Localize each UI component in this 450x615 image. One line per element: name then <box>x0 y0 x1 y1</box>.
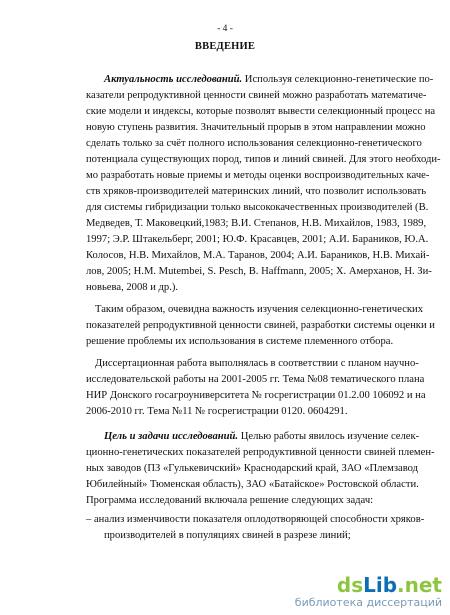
paragraph-line: потенциала существующих пород, типов и линий свиней. Для этого необходи- <box>86 154 441 165</box>
paragraph-line: решение проблемы их использования в системе племенного отбора. <box>86 336 394 347</box>
paragraph-line: казатели репродуктивной ценности свиней можно разработать математиче- <box>86 90 427 101</box>
paragraph-line: Колосов, Н.В. Михайлов, М.А. Таранов, 2004; А.И. Бараников, Н.В. Михай- <box>86 250 430 261</box>
page-number: - 4 - <box>217 24 233 34</box>
paragraph-line: НИР Донского госагроуниверситета № госрегистрации 01.2.00 106092 и на <box>86 390 426 401</box>
paragraph-line: 1997; Э.Р. Штакельберг, 2001; Ю.Ф. Красавцев, 2001; А.И. Бараников, Ю.А. <box>86 234 429 245</box>
paragraph-line: Программа исследований включала решение следующих задач: <box>86 495 374 506</box>
paragraph-line: новьева, 2008 и др.). <box>86 282 179 293</box>
paragraph-line: Медведев, Т. Маковецкий,1983; В.И. Степанов, Н.В. Михайлов, 1983, 1989, <box>86 218 427 229</box>
paragraph-line: новую ступень развития. Значительный прорыв в этом направлении можно <box>86 122 426 133</box>
paragraph-line: ных заводов (ПЗ «Гулькевичский» Краснодарский край, ЗАО «Племзавод <box>86 463 419 474</box>
paragraph-line: ционно-генетических показателей репродуктивной ценности свиней племен- <box>86 447 435 458</box>
paragraph-line: ств хряков-производителей материнских линий, что позволит использовать <box>86 186 427 197</box>
paragraph-line: Цель и задачи исследований. Целью работы явилось изучение селек- <box>104 431 420 442</box>
watermark-subtitle: библиотека диссертаций <box>294 596 442 609</box>
list-item-continuation: производителей в популяциях свиней в разрезе линий; <box>104 530 351 541</box>
paragraph-line: мо разработать новые приемы и методы оценки воспроизводительных каче- <box>86 170 430 181</box>
section-heading: ВВЕДЕНИЕ <box>194 41 256 52</box>
list-item: – анализ изменчивости показателя оплодотворяющей способности хряков- <box>86 514 425 525</box>
watermark-logo: dsLib.net <box>336 573 442 597</box>
paragraph-lead: Актуальность исследований. <box>104 74 243 85</box>
paragraph-line: 2006-2010 гг. Тема №11 № госрегистрации 0120. 0604291. <box>86 406 348 417</box>
paragraph-line: для системы гибридизации только высококачественных производителей (В. <box>86 202 429 213</box>
paragraph-line: Таким образом, очевидна важность изучения селекционно-генетических <box>95 304 424 315</box>
paragraph-line: лов, 2005; Н.М. Mutembei, S. Pesch, B. Haffmann, 2005; Х. Амерханов, Н. Зи- <box>86 266 432 277</box>
paragraph-line: исследовательской работы на 2001-2005 гг. Тема №08 тематического плана <box>86 374 425 385</box>
paragraph-line: Актуальность исследований. Используя селекционно-генетические по- <box>104 74 434 85</box>
paragraph-line: Диссертационная работа выполнялась в соответствии с планом научно- <box>95 358 419 369</box>
paragraph-line: сделать только за счёт полного использования селекционно-генетического <box>86 138 422 149</box>
paragraph-lead: Цель и задачи исследований. <box>104 431 239 442</box>
paragraph-line: показателей репродуктивной ценности свиней, разработки системы оценки и <box>86 320 435 331</box>
watermark <box>295 574 442 609</box>
paragraph-line: ские модели и индексы, которые позволят вывести селекционный процесс на <box>86 106 436 117</box>
paragraph-line: Юбилейный» Тюменская область), ЗАО «Батайское» Ростовской области. <box>86 479 419 490</box>
